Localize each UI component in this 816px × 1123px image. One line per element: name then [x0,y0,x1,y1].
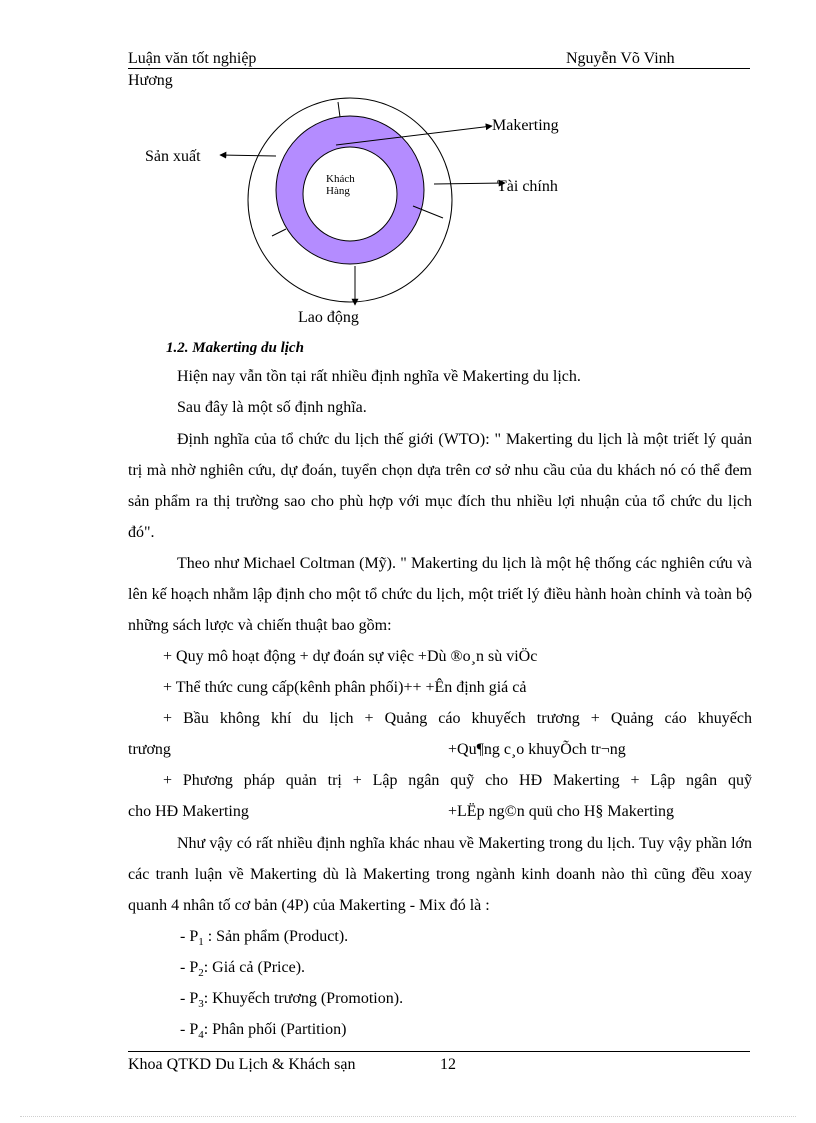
section-heading: 1.2. Makerting du lịch [166,340,304,356]
list-line-4c: +LËp ng©n quü cho H§ Makerting [448,803,675,820]
footer-left: Khoa QTKD Du Lịch & Khách sạn [128,1056,356,1073]
list-line-3c: +Qu¶ng c¸o khuyÕch tr¬ng [448,741,626,758]
list-item-p1: - $P_1$ : Sản phẩm (Product). [180,928,349,949]
labor-label: Lao động [298,309,359,326]
list-line-4a: + Phương pháp quản trị + Lập ngân quỹ cho HĐ Makerting + Lập ngân quỹ [163,772,752,789]
list-line-1: + Quy mô hoạt động + dự đoán sự việc +Dù ®o¸n sù viÖc [163,648,538,665]
list-line-3b: trương [128,741,171,758]
list-line-3a: + Bầu không khí du lịch + Quảng cáo khuyếch trương + Quảng cáo khuyếch [163,710,752,727]
list-item-p2: - $P_2$: Giá cả (Price). [180,959,306,980]
marketing-label: Makerting [492,117,559,134]
production-label: Sản xuất [145,148,201,165]
list-item-p3: - $P_3$: Khuyếch trương (Promotion). [180,990,404,1011]
center-label-line1: Khách [326,173,355,185]
page-edge-divider [20,1116,796,1117]
paragraph-4p: Như vậy có rất nhiều định nghĩa khác nhau về Makerting trong du lịch. Tuy vậy phần lớn các tranh luận về Makerting dù là Makerting trong ngành kinh doanh nào thì cũng đều xoay quanh 4 nhân tố cơ bản (4P) của Makerting - Mix đó là : [128,835,752,914]
page-number: 12 [440,1056,456,1073]
paragraph-coltman: Theo như Michael Coltman (Mỹ). " Makerting du lịch là một hệ thống các nghiên cứu và lên kế hoạch nhằm lập định cho một tổ chức du lịch, một triết lý điều hành hoàn chỉnh và toàn bộ những sách lược và chiến thuật bao gồm: [128,555,752,634]
list-item-p4: - $P_4$: Phân phối (Partition) [180,1021,347,1042]
inner-circle [303,147,397,241]
footer-rule [128,1051,750,1052]
paragraph-wto: Định nghĩa của tổ chức du lịch thế giới (WTO): " Makerting du lịch là một triết lý quản trị mà nhờ nghiên cứu, dự đoán, tuyển chọn dựa trên cơ sở nhu cầu của du khách nó có thể đem sản phẩm ra thị trường sao cho phù hợp với mục đích thu nhiều lợi nhuận của tổ chức du lịch đó". [128,431,752,541]
header-right: Nguyễn Võ Vinh [566,50,675,67]
center-label-line2: Hàng [326,185,350,197]
finance-label: Tài chính [497,178,558,195]
organization-diagram [0,0,816,340]
paragraph-2: Sau đây là một số định nghĩa. [177,399,367,416]
header-continuation: Hương [128,72,173,89]
paragraph-1: Hiện nay vẫn tồn tại rất nhiều định nghĩa về Makerting du lịch. [177,368,581,385]
list-line-2: + Thể thức cung cấp(kênh phân phối)++ +Ên định giá cả [163,679,527,696]
header-left: Luận văn tốt nghiệp [128,50,257,67]
list-line-4b: cho HĐ Makerting [128,803,249,820]
